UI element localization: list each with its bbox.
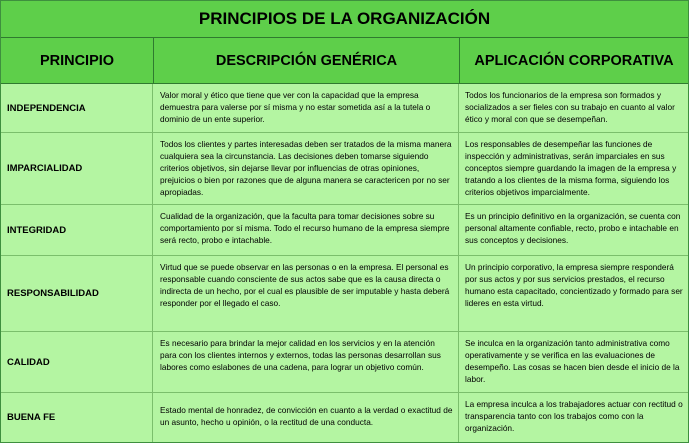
principle-description: Virtud que se puede observar en las personas o en la empresa. El personal es responsable cuando consciente de sus actos sabe que es la causa directa o indirecta de un hecho, por el cual es plausible de ser imputable y hasta deberá responder por el llegado el caso. <box>154 256 459 331</box>
principle-application: La empresa inculca a los trabajadores actuar con rectitud o transparencia tanto con los trabajos como con la organización. <box>465 399 683 433</box>
header-principio: PRINCIPIO <box>1 38 154 84</box>
table-row <box>1 84 688 133</box>
principle-application: Los responsables de desempeñar las funciones de inspección y administrativas, serán imparciales en sus conceptos siempre guardando la imagen de la empresa y tratando a los clientes de la misma forma, siguiendo los criterios objetivos imparcialmente. <box>465 139 677 197</box>
principle-application: Se inculca en la organización tanto administrativa como operativamente y se verifica en las evaluaciones de desempeño. Las cosas se hacen bien desde el inicio de la labor. <box>465 338 680 384</box>
principle-description: Cualidad de la organización, que la faculta para tomar decisiones sobre su comportamiento por sí misma. Todo el recurso humano de la empresa siempre será recto, probo e intachable. <box>154 205 459 255</box>
principle-description: Es necesario para brindar la mejor calidad en los servicios y en la atención para con los clientes internos y externos, todas las personas desarrollan sus labores como eslabones de una cadena, para lograr un objetivo común. <box>154 332 459 392</box>
principle-description: Todos los clientes y partes interesadas deben ser tratados de la misma manera cualquiera sea la circunstancia. Las decisiones deben tomarse siguiendo criterios objetivos, sin dejarse llevar por influencias de otras opiniones, prejuicios o bien por razones que de alguna manera se caractericen por no ser apropiadas. <box>154 133 459 204</box>
table-row <box>1 393 688 442</box>
principle-name: CALIDAD <box>1 332 153 392</box>
principle-name: IMPARCIALIDAD <box>1 133 153 204</box>
table-title: PRINCIPIOS DE LA ORGANIZACIÓN <box>1 1 688 38</box>
table-row <box>1 256 688 332</box>
header-aplicacion: APLICACIÓN CORPORATIVA <box>460 38 688 84</box>
principle-name: RESPONSABILIDAD <box>1 256 153 331</box>
table-row <box>1 332 688 393</box>
principle-description: Estado mental de honradez, de convicción en cuanto a la verdad o exactitud de un asunto, hecho u opinión, o la rectitud de una conducta. <box>154 393 459 442</box>
principle-application: Todos los funcionarios de la empresa son formados y socializados a ser fieles con su trabajo en cuanto al valor ético y moral con que se desempeñan. <box>465 90 675 124</box>
principle-application: Es un principio definitivo en la organización, se cuenta con personal altamente confiable, recto, probo e intachable en sus conceptos y decisiones. <box>465 211 681 245</box>
principle-name: INTEGRIDAD <box>1 205 153 255</box>
header-descripcion: DESCRIPCIÓN GENÉRICA <box>154 38 460 84</box>
principle-name: INDEPENDENCIA <box>1 84 153 132</box>
principle-name: BUENA FE <box>1 393 153 442</box>
table-row <box>1 205 688 256</box>
principle-application: Un principio corporativo, la empresa siempre responderá por sus actos y por sus servicios prestados, el recurso humano esta capacitado, concientizado y formado para ser lideres en esta virtud. <box>465 262 683 308</box>
principle-description: Valor moral y ético que tiene que ver con la capacidad que la empresa demuestra para valerse por sí misma y no estar sometida así a la tutela o dominio de un ente superior. <box>154 84 459 132</box>
table-row <box>1 133 688 205</box>
